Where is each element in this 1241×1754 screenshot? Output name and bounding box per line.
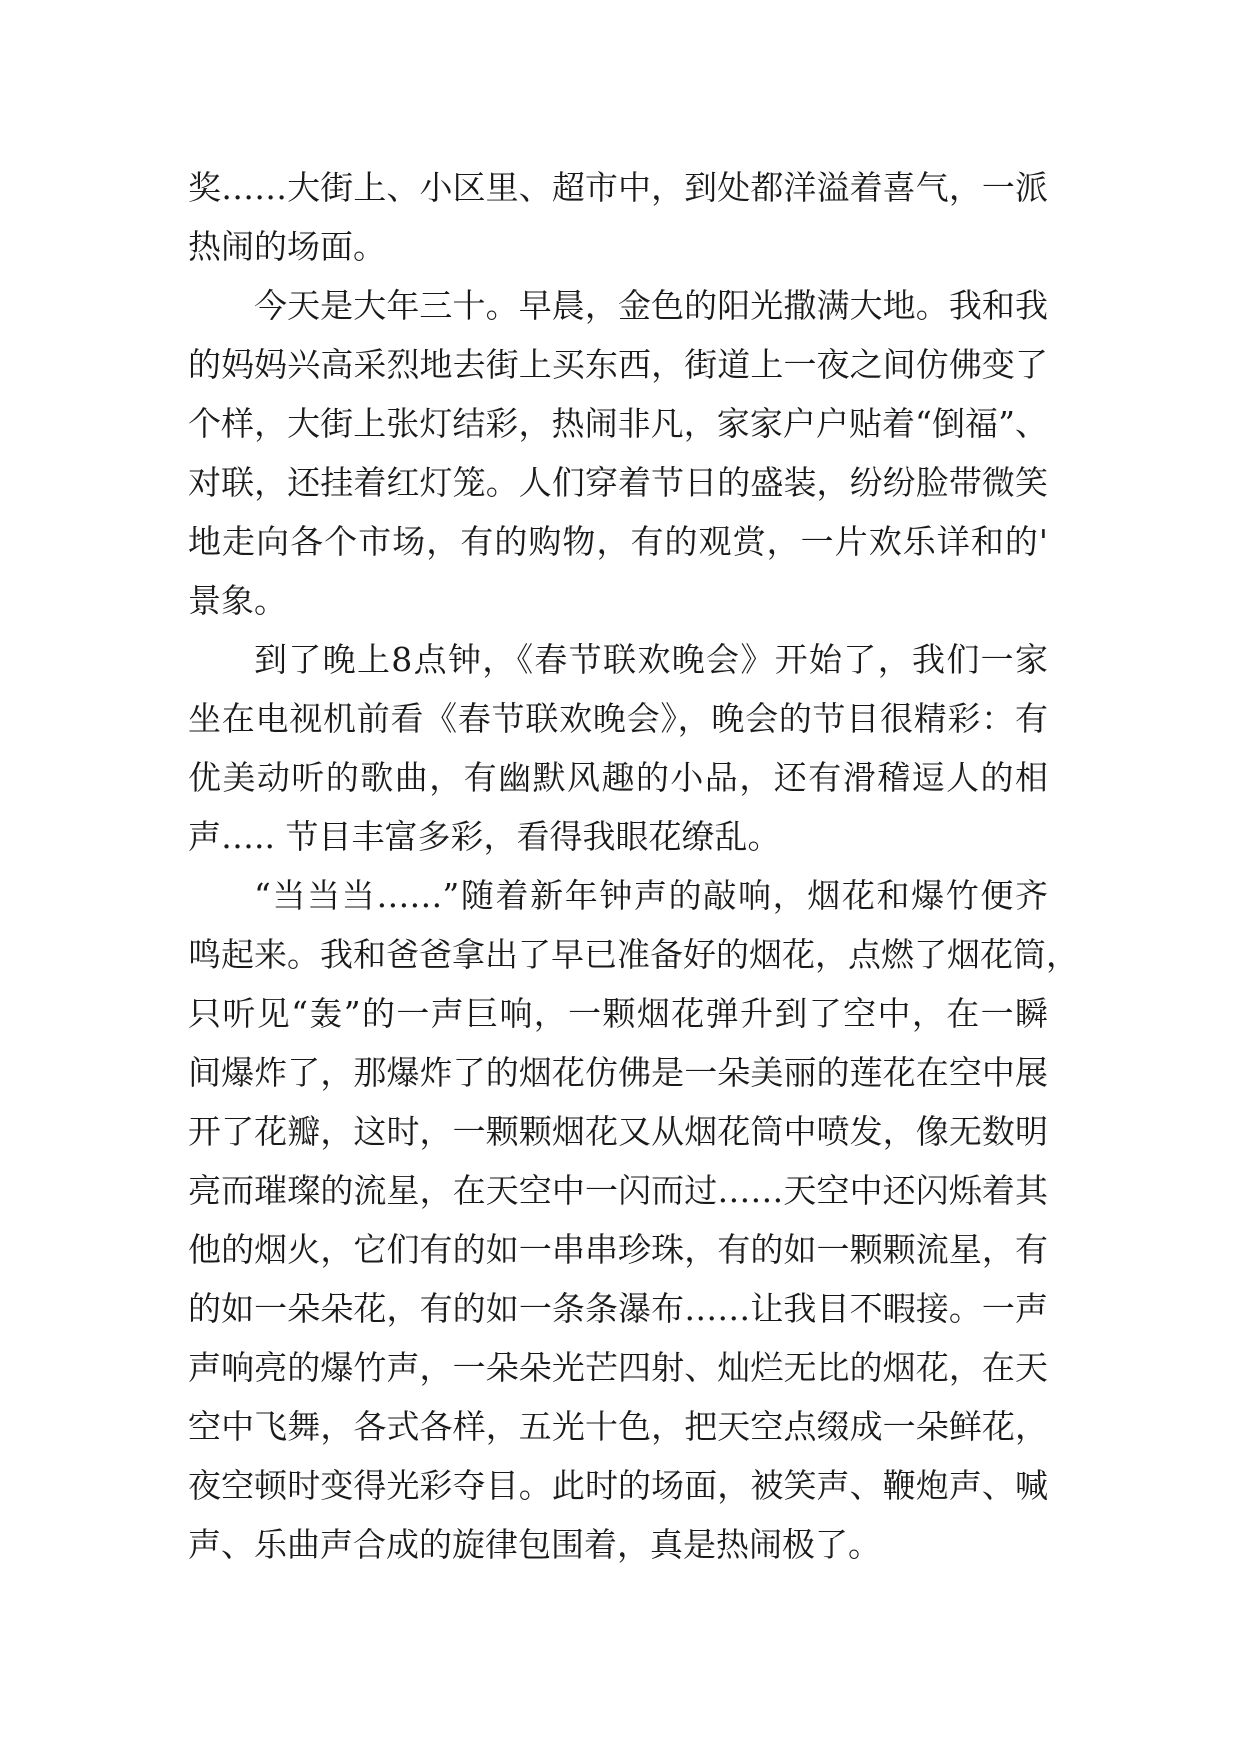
text-line: 他的烟火，它们有的如一串串珍珠，有的如一颗颗流星，有 xyxy=(188,1230,1048,1269)
text-line: 夜空顿时变得光彩夺目。此时的场面，被笑声、鞭炮声、喊 xyxy=(188,1466,1048,1505)
paragraph-first-line: “当当当……”随着新年钟声的敲响，烟花和爆竹便齐 xyxy=(254,876,1048,915)
paragraph-first-line: 到了晚上8点钟，《春节联欢晚会》开始了，我们一家 xyxy=(254,640,1048,679)
text-line: 奖……大街上、小区里、超市中，到处都洋溢着喜气，一派 xyxy=(188,168,1048,207)
text-line: 优美动听的歌曲，有幽默风趣的小品，还有滑稽逗人的相 xyxy=(188,758,1048,797)
text-line: 空中飞舞，各式各样，五光十色，把天空点缀成一朵鲜花， xyxy=(188,1407,1048,1446)
text-line: 声、乐曲声合成的旋律包围着，真是热闹极了。 xyxy=(188,1525,881,1564)
text-line: 的如一朵朵花，有的如一条条瀑布……让我目不暇接。一声 xyxy=(188,1289,1048,1328)
document-page xyxy=(188,158,1079,1574)
text-line: 间爆炸了，那爆炸了的烟花仿佛是一朵美丽的莲花在空中展 xyxy=(188,1053,1048,1092)
text-line: 热闹的场面。 xyxy=(188,227,386,266)
text-line: 对联，还挂着红灯笼。人们穿着节日的盛装，纷纷脸带微笑 xyxy=(188,463,1048,502)
text-line: 声响亮的爆竹声，一朵朵光芒四射、灿烂无比的烟花，在天 xyxy=(188,1348,1048,1387)
text-line: 坐在电视机前看《春节联欢晚会》，晚会的节目很精彩：有 xyxy=(188,699,1048,738)
text-line: 声….. 节目丰富多彩，看得我眼花缭乱。 xyxy=(188,817,781,856)
text-line: 的妈妈兴高采烈地去街上买东西，街道上一夜之间仿佛变了 xyxy=(188,345,1048,384)
text-line: 亮而璀璨的流星，在天空中一闪而过……天空中还闪烁着其 xyxy=(188,1171,1048,1210)
text-line: 鸣起来。我和爸爸拿出了早已准备好的烟花，点燃了烟花筒， xyxy=(188,935,1079,974)
text-line: 个样，大街上张灯结彩，热闹非凡，家家户户贴着“倒福”、 xyxy=(188,404,1048,443)
text-line: 只听见“轰”的一声巨响，一颗烟花弹升到了空中，在一瞬 xyxy=(188,994,1048,1033)
text-line: 地走向各个市场，有的购物，有的观赏，一片欢乐详和的' xyxy=(188,522,1048,561)
text-line: 开了花瓣，这时，一颗颗烟花又从烟花筒中喷发，像无数明 xyxy=(188,1112,1048,1151)
text-line: 景象。 xyxy=(188,581,287,620)
paragraph-first-line: 今天是大年三十。早晨，金色的阳光撒满大地。我和我 xyxy=(254,286,1048,325)
